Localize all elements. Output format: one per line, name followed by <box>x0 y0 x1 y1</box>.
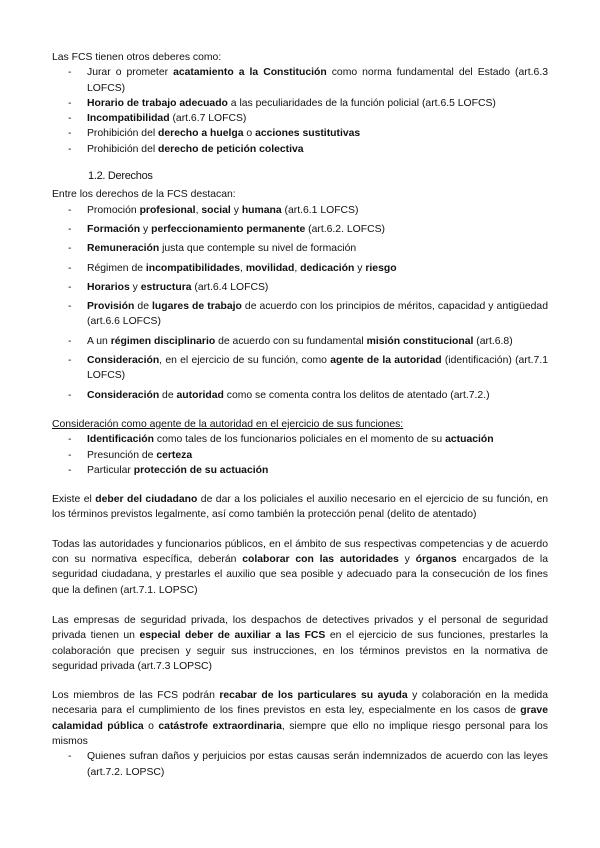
list-item: - Consideración de autoridad como se comenta contra los delitos de atentado (art.7.2.) <box>68 389 490 401</box>
list-item: - Identificación como tales de los funcionarios policiales en el momento de su actuación <box>68 434 494 446</box>
section-heading-derechos: 1.2. Derechos <box>88 170 153 183</box>
list-item: - A un régimen disciplinario de acuerdo con su fundamental misión constitucional (art.6.8) <box>68 335 513 347</box>
list-item: - Provisión de lugares de trabajo de acuerdo con los principios de méritos, capacidad y antigüedad (art.6.6 LOFCS) <box>68 301 548 328</box>
list-item: - Consideración, en el ejercicio de su función, como agente de la autoridad (identificación) (art.7.1 LOFCS) <box>68 355 548 382</box>
list-item: - Horarios y estructura (art.6.4 LOFCS) <box>68 281 269 293</box>
list-item: - Presunción de certeza <box>68 449 193 461</box>
list-item: - Prohibición del derecho de petición colectiva <box>68 143 304 155</box>
list-item: - Horario de trabajo adecuado a las peculiaridades de la función policial (art.6.5 LOFCS) <box>68 97 496 109</box>
final-list <box>52 749 548 780</box>
list-item: - Formación y perfeccionamiento permanente (art.6.2. LOFCS) <box>68 223 385 235</box>
consideracion-list <box>52 432 548 478</box>
paragraph-autoridades: Todas las autoridades y funcionarios públicos, en el ámbito de sus respectivas competencias y de acuerdo con su normativa específica, deberán colaborar con las autoridades y órganos encargados de la seguridad ciudadana, y prestarles el auxilio que sea posible y adecuado para la consecución de los fines que la definen (art.7.1. LOPSC) <box>52 538 548 596</box>
deberes-intro: Las FCS tienen otros deberes como: <box>52 52 222 63</box>
paragraph-deber-ciudadano: Existe el deber del ciudadano de dar a los policiales el auxilio necesario en el ejercicio de su función, en los términos previstos legalmente, así como también la protección penal (delito de atentado) <box>52 494 548 521</box>
paragraph-seguridad-privada: Las empresas de seguridad privada, los despachos de detectives privados y el personal de seguridad privada tienen un especial deber de auxiliar a las FCS en el ejercicio de sus funciones, prestarles la colaboración que precisen y seguir sus instrucciones, en los términos previstos en la normativa de seguridad privada (art.7.3 LOPSC) <box>52 614 549 672</box>
paragraph-particulares: Los miembros de las FCS podrán recabar de los particulares su ayuda y colaboración en la medida necesaria para el cumplimiento de los fines previstos en esta ley, especialmente en los casos de grave calamidad pública o catástrofe extraordinaria, siempre que ello no implique riesgo personal para los mismos <box>52 690 548 747</box>
consideracion-heading: Consideración como agente de la autoridad en el ejercicio de sus funciones: <box>52 418 404 430</box>
list-item: - Promoción profesional, social y humana (art.6.1 LOFCS) <box>68 204 359 216</box>
list-item: - Prohibición del derecho a huelga o acciones sustitutivas <box>68 128 361 140</box>
deberes-list <box>52 65 548 157</box>
derechos-list <box>52 203 548 403</box>
list-item: - Incompatibilidad (art.6.7 LOFCS) <box>68 113 247 125</box>
list-item: - Particular protección de su actuación <box>68 464 269 476</box>
derechos-intro: Entre los derechos de la FCS destacan: <box>52 189 236 201</box>
list-item: - Remuneración justa que contemple su nivel de formación <box>68 243 357 255</box>
list-item: - Jurar o prometer acatamiento a la Constitución como norma fundamental del Estado (art.6.3 LOFCS) <box>68 67 548 94</box>
list-item: - Quienes sufran daños y perjuicios por estas causas serán indemnizados de acuerdo con las leyes (art.7.2. LOPSC) <box>68 751 548 778</box>
list-item: - Régimen de incompatibilidades, movilidad, dedicación y riesgo <box>68 262 397 274</box>
document-page <box>52 50 548 780</box>
